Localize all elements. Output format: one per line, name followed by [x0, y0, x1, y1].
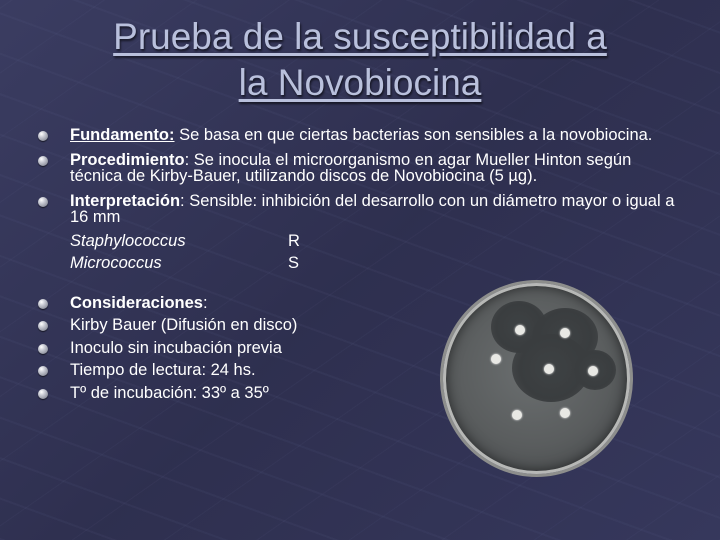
bullet-icon: [38, 299, 48, 309]
bullet-icon: [38, 321, 48, 331]
antibiotic-disc: [491, 354, 501, 364]
title-line-2: la Novobiocina: [238, 62, 482, 103]
organism-table: [70, 230, 678, 274]
slide-title: [20, 14, 700, 106]
note-text: Tº de incubación: 33º a 35º: [70, 383, 269, 402]
note-text: Tiempo de lectura: 24 hs.: [70, 361, 256, 379]
note-text: Kirby Bauer (Difusión en disco): [70, 316, 298, 334]
antibiotic-disc: [560, 328, 570, 338]
antibiotic-disc: [560, 408, 570, 418]
antibiotic-disc: [588, 366, 598, 376]
note-text: Inoculo sin incubación previa: [70, 338, 282, 357]
bullet-icon: [38, 131, 48, 141]
bullet-fundamento: [38, 127, 678, 144]
organism-row: [70, 230, 678, 252]
petri-dish-photo: [443, 283, 630, 474]
bullet-icon: [38, 156, 48, 166]
antibiotic-disc: [515, 325, 525, 335]
fundamento-label: Fundamento:: [70, 126, 175, 144]
consideraciones-label: Consideraciones: [70, 293, 203, 312]
organism-name: Micrococcus: [70, 253, 162, 272]
interpretacion-label: Interpretación: [70, 191, 181, 210]
organism-name: Staphylococcus: [70, 231, 186, 250]
organism-result: R: [288, 231, 300, 250]
bullet-icon: [38, 344, 48, 354]
bullet-icon: [38, 389, 48, 399]
organism-result: S: [288, 253, 300, 272]
fundamento-text: Se basa en que ciertas bacterias son sensibles a la novobiocina.: [174, 126, 653, 144]
bullet-procedimiento: [38, 152, 678, 185]
bullet-icon: [38, 197, 48, 207]
organism-row: [70, 252, 678, 274]
procedimiento-label: Procedimiento: [70, 150, 185, 169]
title-line-1: Prueba de la susceptibilidad a: [113, 16, 607, 57]
bullet-interpretacion: [38, 193, 678, 274]
bullet-icon: [38, 366, 48, 376]
antibiotic-disc: [512, 410, 522, 420]
interpretacion-text: : Sensible: inhibición del desarrollo con un diámetro mayor o igual a 16 mm: [70, 191, 675, 226]
antibiotic-disc: [544, 364, 554, 374]
consideraciones-text: :: [202, 293, 208, 312]
procedimiento-text: : Se inocula el microorganismo en agar Mueller Hinton según técnica de Kirby-Bauer, utilizando discos de Novobiocina (5 µg).: [70, 150, 632, 185]
